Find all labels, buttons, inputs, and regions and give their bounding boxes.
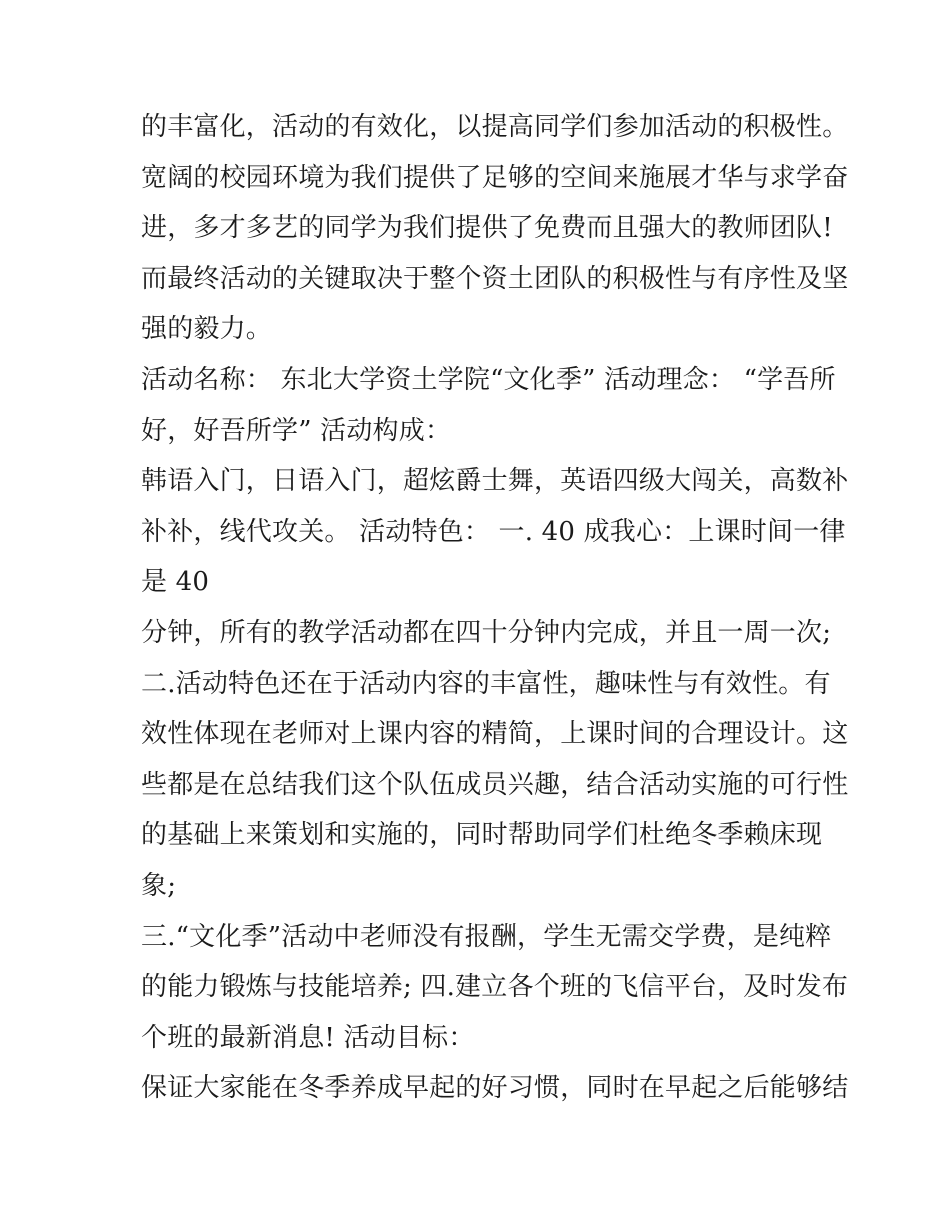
text-line: 而最终活动的关键取决于整个资土团队的积极性与有序性及坚 [141,263,849,294]
text-line: 补补，线代攻关。 活动特色： 一. 40 成我心：上课时间一律 [141,516,846,547]
text-line: 三.“文化季”活动中老师没有报酬，学生无需交学费，是纯粹 [141,921,832,952]
text-line: 效性体现在老师对上课内容的精简，上课时间的合理设计。这 [141,719,849,750]
text-line: 的能力锻炼与技能培养; 四.建立各个班的飞信平台，及时发布 [141,972,849,1003]
text-line: 活动名称： 东北大学资土学院“文化季” 活动理念： “学吾所 [141,364,836,395]
text-line: 宽阔的校园环境为我们提供了足够的空间来施展才华与求学奋 [141,162,849,193]
text-line: 些都是在总结我们这个队伍成员兴趣，结合活动实施的可行性 [141,769,849,800]
text-line: 的基础上来策划和实施的，同时帮助同学们杜绝冬季赖床现 [141,820,823,851]
text-line: 个班的最新消息! 活动目标： [141,1022,475,1053]
text-line: 象; [141,870,177,901]
text-line: 强的毅力。 [141,314,273,345]
text-line: 保证大家能在冬季养成早起的好习惯，同时在早起之后能够结 [141,1073,849,1104]
text-line: 二.活动特色还在于活动内容的丰富性，趣味性与有效性。有 [141,668,831,699]
text-line: 是 40 [141,567,210,598]
text-line: 分钟，所有的教学活动都在四十分钟内完成，并且一周一次; [141,617,832,648]
text-line: 韩语入门，日语入门，超炫爵士舞，英语四级大闯关，高数补 [141,466,849,497]
document-body [141,102,849,1114]
text-line: 进，多才多艺的同学为我们提供了免费而且强大的教师团队! [141,213,833,244]
text-line: 的丰富化，活动的有效化，以提高同学们参加活动的积极性。 [141,112,849,142]
text-line: 好，好吾所学” 活动构成： [141,415,452,446]
